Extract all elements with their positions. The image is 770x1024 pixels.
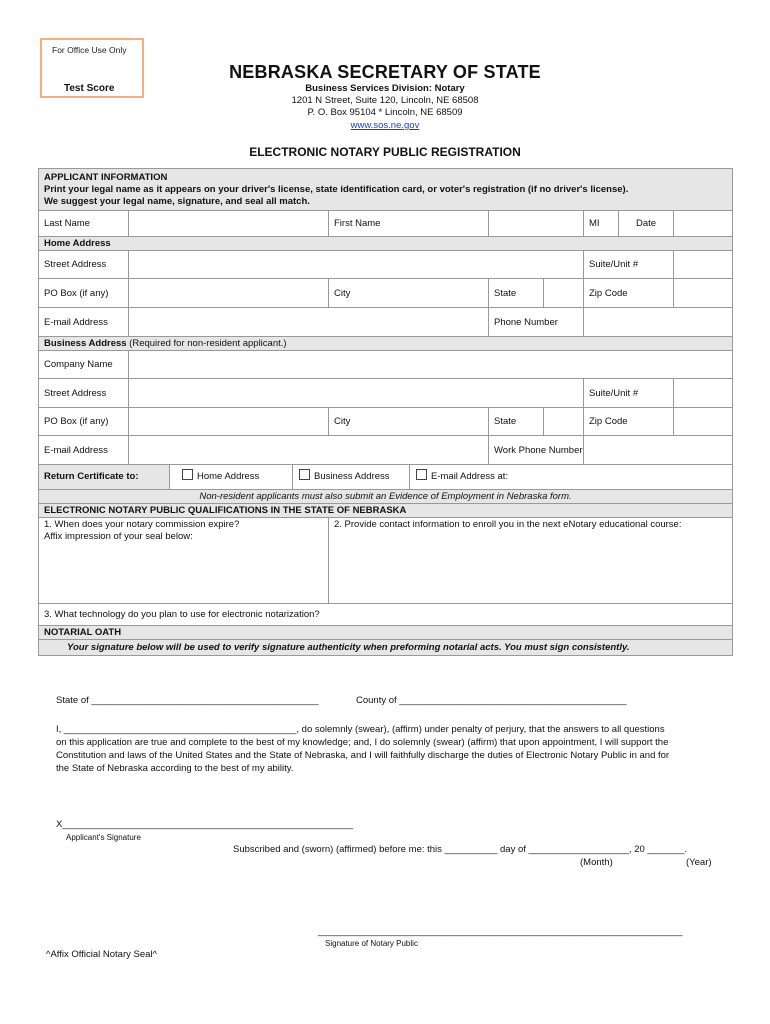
oath-text-line-2: on this application are true and complete to the best of my knowledge; and, I do solemnly (swear) (affirm) that upon appointment, I will support the	[56, 737, 669, 748]
home-pobox-field[interactable]	[129, 279, 329, 308]
business-address-checkbox[interactable]	[299, 469, 310, 480]
applicant-instruction-2: We suggest your legal name, signature, and seal all match.	[44, 195, 310, 207]
q1b-text: Affix impression of your seal below:	[44, 531, 193, 542]
home-suite-field[interactable]	[674, 251, 733, 279]
page-title: NEBRASKA SECRETARY OF STATE	[229, 62, 541, 82]
business-option-label: Business Address	[314, 471, 390, 482]
business-zip-label: Zip Code	[584, 408, 674, 436]
registration-form	[38, 168, 733, 656]
division-line: Business Services Division: Notary	[305, 83, 465, 94]
date-label: Date	[619, 211, 674, 237]
website-link[interactable]: www.sos.ne.gov	[350, 120, 420, 131]
office-use-label: For Office Use Only	[52, 45, 127, 55]
home-address-checkbox[interactable]	[182, 469, 193, 480]
business-pobox-label: PO Box (if any)	[39, 408, 129, 436]
technology-question-cell[interactable]: 3. What technology do you plan to use for electronic notarization?	[39, 604, 733, 626]
qualifications-header: ELECTRONIC NOTARY PUBLIC QUALIFICATIONS IN THE STATE OF NEBRASKA	[39, 504, 733, 518]
county-of-line: County of ___________________________________________	[356, 695, 627, 706]
applicant-heading: APPLICANT INFORMATION	[44, 171, 168, 183]
oath-instruction: Your signature below will be used to verify signature authenticity when preforming notarial acts. You must sign consistently.	[39, 640, 733, 656]
business-email-field[interactable]	[129, 436, 489, 465]
home-city-label: City	[329, 279, 489, 308]
home-address-header: Home Address	[39, 237, 733, 251]
home-suite-label: Suite/Unit #	[584, 251, 674, 279]
oath-text-line-1: I, ____________________________________________, do solemnly (swear), (affirm) under penalty of perjury, that the answers to all questions	[56, 724, 665, 735]
return-email-option[interactable]	[410, 465, 732, 489]
work-phone-field[interactable]	[584, 436, 733, 465]
last-name-label: Last Name	[39, 211, 129, 237]
q1-text: 1. When does your notary commission expire?	[44, 519, 240, 530]
month-label: (Month)	[580, 857, 613, 868]
date-field[interactable]	[674, 211, 733, 237]
work-phone-label: Work Phone Number	[489, 436, 584, 465]
educational-course-cell[interactable]	[329, 518, 733, 604]
q2-text: 2. Provide contact information to enroll you in the next eNotary educational course:	[334, 519, 682, 530]
home-email-label: E-mail Address	[39, 308, 129, 337]
home-state-label: State	[489, 279, 544, 308]
test-score-label: Test Score	[64, 83, 115, 94]
business-heading: Business Address	[44, 338, 127, 349]
business-state-field[interactable]	[544, 408, 584, 436]
return-home-option[interactable]	[170, 465, 293, 489]
home-email-field[interactable]	[129, 308, 489, 337]
business-heading-note: (Required for non-resident applicant.)	[126, 338, 287, 349]
home-pobox-label: PO Box (if any)	[39, 279, 129, 308]
address-line-1: 1201 N Street, Suite 120, Lincoln, NE 68508	[291, 95, 479, 106]
home-street-field[interactable]	[129, 251, 584, 279]
affix-seal-label: ^Affix Official Notary Seal^	[46, 949, 157, 960]
company-name-label: Company Name	[39, 351, 129, 379]
email-option-label: E-mail Address at:	[431, 471, 509, 482]
business-pobox-field[interactable]	[129, 408, 329, 436]
last-name-field[interactable]	[129, 211, 329, 237]
form-title: ELECTRONIC NOTARY PUBLIC REGISTRATION	[249, 145, 521, 159]
home-zip-label: Zip Code	[584, 279, 674, 308]
first-name-label: First Name	[329, 211, 489, 237]
home-phone-label: Phone Number	[489, 308, 584, 337]
business-address-header	[39, 337, 733, 351]
notary-signature-label: Signature of Notary Public	[325, 939, 418, 948]
address-line-2: P. O. Box 95104 * Lincoln, NE 68509	[307, 107, 463, 118]
home-zip-field[interactable]	[674, 279, 733, 308]
mi-label: MI	[584, 211, 619, 237]
business-email-label: E-mail Address	[39, 436, 129, 465]
notarial-oath-header: NOTARIAL OATH	[39, 626, 733, 640]
home-state-field[interactable]	[544, 279, 584, 308]
state-of-line: State of ___________________________________________	[56, 695, 319, 706]
subscribed-line: Subscribed and (sworn) (affirmed) before me: this __________ day of ___________________, 20 _______.	[233, 844, 688, 855]
commission-expire-cell[interactable]	[39, 518, 329, 604]
applicant-signature-line[interactable]: X_______________________________________________________	[56, 819, 353, 830]
business-state-label: State	[489, 408, 544, 436]
applicant-instruction-1: Print your legal name as it appears on your driver's license, state identification card, or voter's registration (if no driver's license).	[44, 183, 629, 195]
business-suite-field[interactable]	[674, 379, 733, 408]
business-city-label: City	[329, 408, 489, 436]
business-suite-label: Suite/Unit #	[584, 379, 674, 408]
business-street-label: Street Address	[39, 379, 129, 408]
return-certificate-row	[39, 465, 733, 490]
year-label: (Year)	[686, 857, 712, 868]
applicant-signature-label: Applicant's Signature	[66, 833, 141, 842]
email-address-checkbox[interactable]	[416, 469, 427, 480]
notary-signature-line[interactable]: _____________________________________________________________________	[318, 926, 683, 937]
home-phone-field[interactable]	[584, 308, 733, 337]
oath-text-line-3: Constitution and laws of the United States and the State of Nebraska, and I will faithfully discharge the duties of Electronic Notary Public in and for	[56, 750, 670, 761]
nonresident-note: Non-resident applicants must also submit an Evidence of Employment in Nebraska form.	[39, 490, 733, 504]
first-name-field[interactable]	[489, 211, 584, 237]
business-zip-field[interactable]	[674, 408, 733, 436]
home-street-label: Street Address	[39, 251, 129, 279]
company-name-field[interactable]	[129, 351, 733, 379]
home-option-label: Home Address	[197, 471, 260, 482]
return-certificate-label: Return Certificate to:	[39, 465, 170, 489]
business-street-field[interactable]	[129, 379, 584, 408]
applicant-info-header	[39, 169, 733, 211]
return-business-option[interactable]	[293, 465, 410, 489]
oath-text-line-4: the State of Nebraska according to the best of my ability.	[56, 763, 294, 774]
